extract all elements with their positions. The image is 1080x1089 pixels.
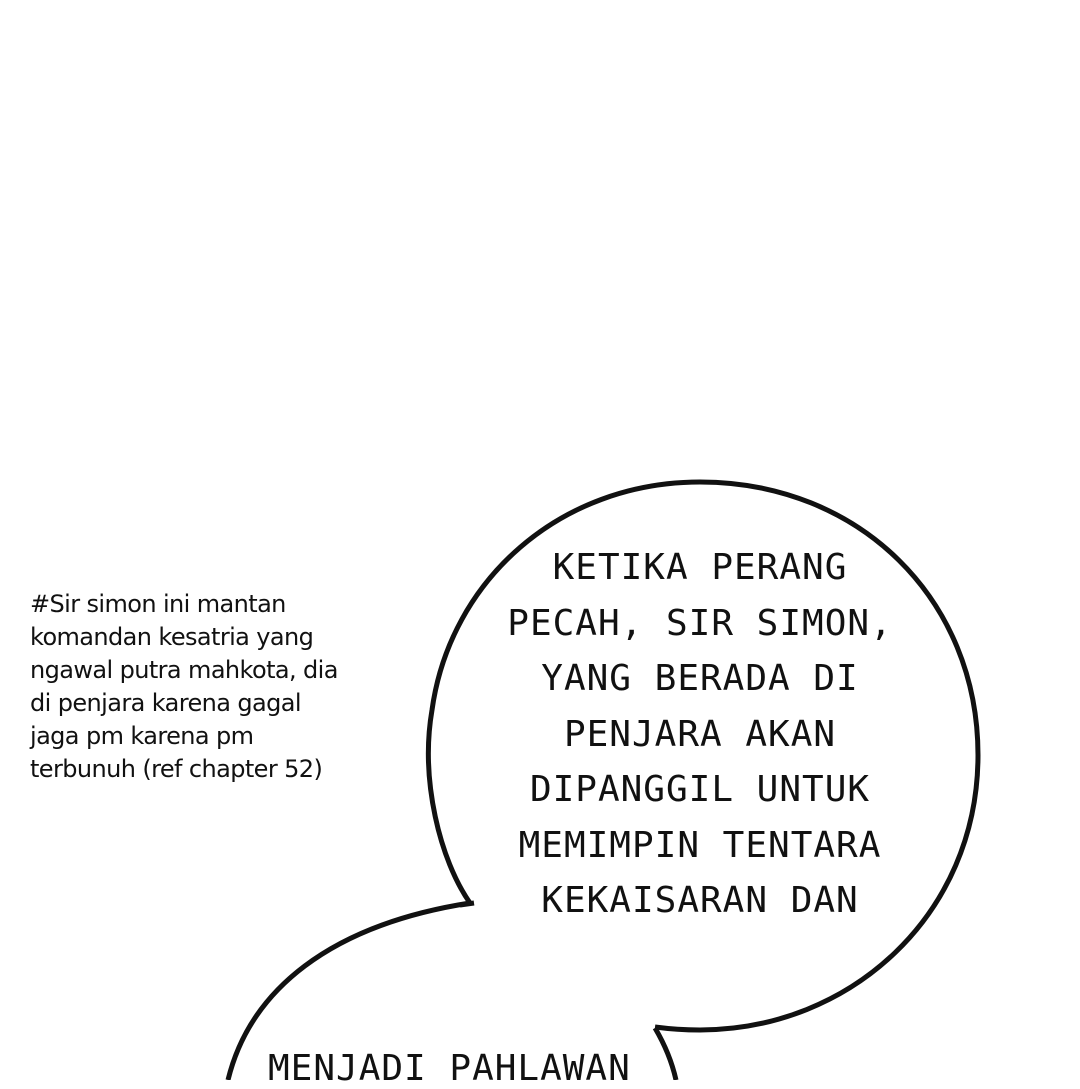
speech-bubble-main-text: [470, 540, 930, 929]
note-line: #Sir simon ini mantan: [30, 590, 286, 618]
bubble-line: MEMIMPIN TENTARA: [518, 824, 882, 866]
note-line: jaga pm karena pm: [30, 722, 254, 750]
bubble-line: KETIKA PERANG: [552, 547, 848, 588]
note-line: komandan kesatria yang: [30, 623, 314, 651]
note-line: di penjara karena gagal: [30, 689, 301, 717]
note-line: ngawal putra mahkota, dia: [30, 656, 338, 684]
note-line: terbunuh (ref chapter 52): [30, 755, 323, 783]
bubble-line: DIPANGGIL UNTUK: [529, 769, 871, 810]
bubble-line: PECAH, SIR SIMON,: [507, 602, 893, 644]
bubble-line: KEKAISARAN DAN: [541, 880, 859, 921]
bubble-line: YANG BERADA DI: [541, 658, 859, 699]
bubble-line: PENJARA AKAN: [563, 713, 837, 755]
speech-bubble-lower-text: MENJADI PAHLAWAN: [268, 1048, 631, 1089]
